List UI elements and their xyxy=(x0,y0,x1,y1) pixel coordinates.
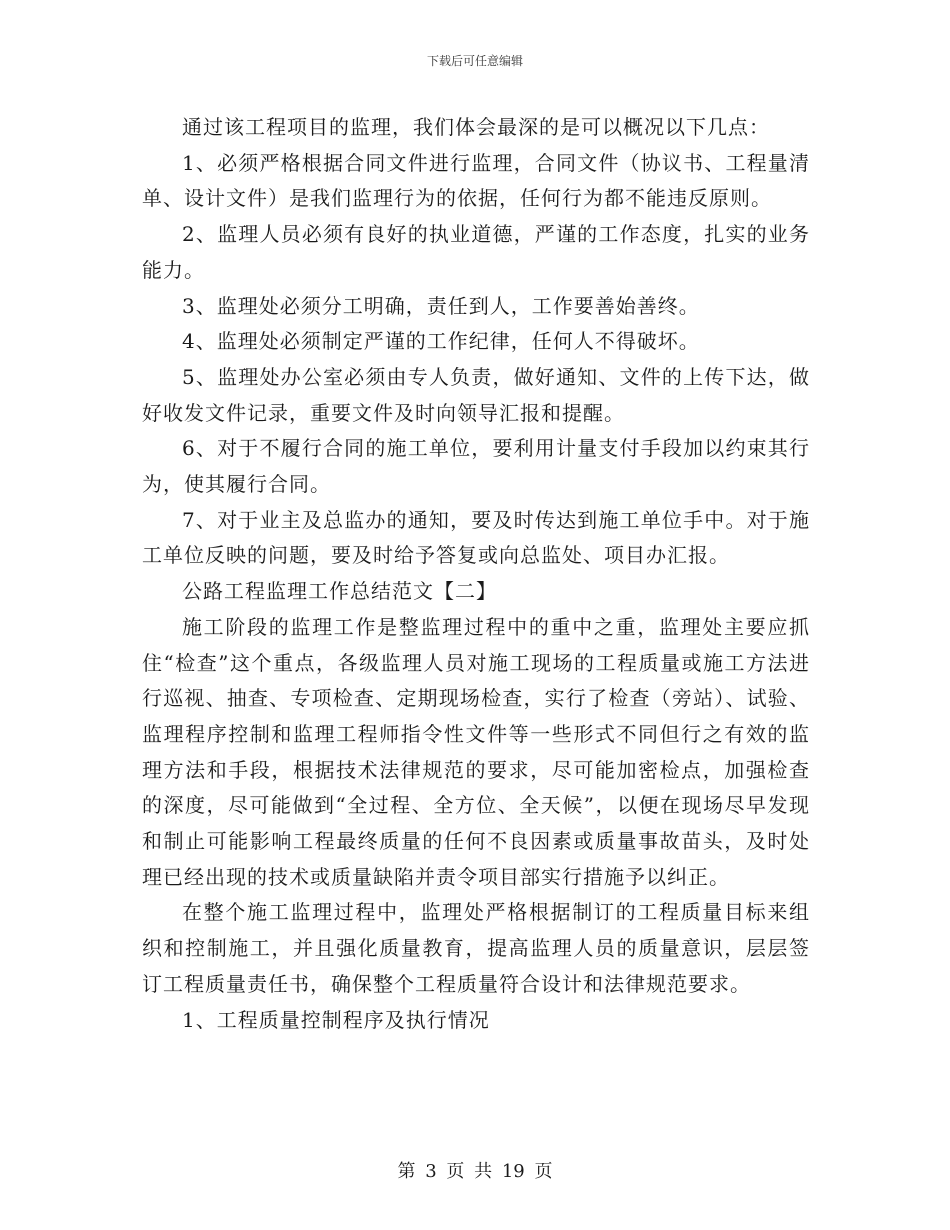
document-body xyxy=(142,110,810,1038)
paragraph-point-5: 5、监理处办公室必须由专人负责，做好通知、文件的上传下达，做好收发文件记录，重要文件及时向领导汇报和提醒。 xyxy=(142,364,810,425)
paragraph-point-4: 4、监理处必须制定严谨的工作纪律，任何人不得破坏。 xyxy=(182,329,700,354)
paragraph-intro: 通过该工程项目的监理，我们体会最深的是可以概况以下几点： xyxy=(182,115,770,139)
paragraph-point-3: 3、监理处必须分工明确，责任到人，工作要善始善终。 xyxy=(182,293,700,318)
paragraph-point-1: 1、必须严格根据合同文件进行监理，合同文件（协议书、工程量清单、设计文件）是我们监理行为的依据，任何行为都不能违反原则。 xyxy=(142,150,810,211)
paragraph-quality-control: 在整个施工监理过程中，监理处严格根据制订的工程质量目标来组织和控制施工，并且强化质量教育，提高监理人员的质量意识，层层签订工程质量责任书，确保整个工程质量符合设计和法律规范要求。 xyxy=(142,900,810,996)
paragraph-point-6: 6、对于不履行合同的施工单位，要利用计量支付手段加以约束其行为，使其履行合同。 xyxy=(142,436,810,497)
subsection-heading: 1、工程质量控制程序及执行情况 xyxy=(182,1007,490,1032)
section-heading: 公路工程监理工作总结范文【二】 xyxy=(182,579,497,604)
paragraph-point-7: 7、对于业主及总监办的通知，要及时传达到施工单位手中。对于施工单位反映的问题，要及时给予答复或向总监处、项目办汇报。 xyxy=(142,507,810,568)
page-number: 第 3 页 共 19 页 xyxy=(397,1161,553,1182)
paragraph-point-2: 2、监理人员必须有良好的执业道德，严谨的工作态度，扎实的业务能力。 xyxy=(142,222,810,282)
paragraph-construction-supervision: 施工阶段的监理工作是整监理过程中的重中之重，监理处主要应抓住“检查”这个重点，各级监理人员对施工现场的工程质量或施工方法进行巡视、抽查、专项检查、定期现场检查，实行了检查（旁站）、试验、监理程序控制和监理工程师指令性文件等一些形式不同但行之有效的监理方法和手段，根据技术法律规范的要求，尽可能加密检点，加强检查的深度，尽可能做到“全过程、全方位、全天候”，以便在现场尽早发现和制止可能影响工程最终质量的任何不良因素或质量事故苗头，及时处理已经出现的技术或质量缺陷并责令项目部实行措施予以纠正。 xyxy=(142,614,810,889)
page-header: 下载后可任意编辑 xyxy=(426,54,523,68)
